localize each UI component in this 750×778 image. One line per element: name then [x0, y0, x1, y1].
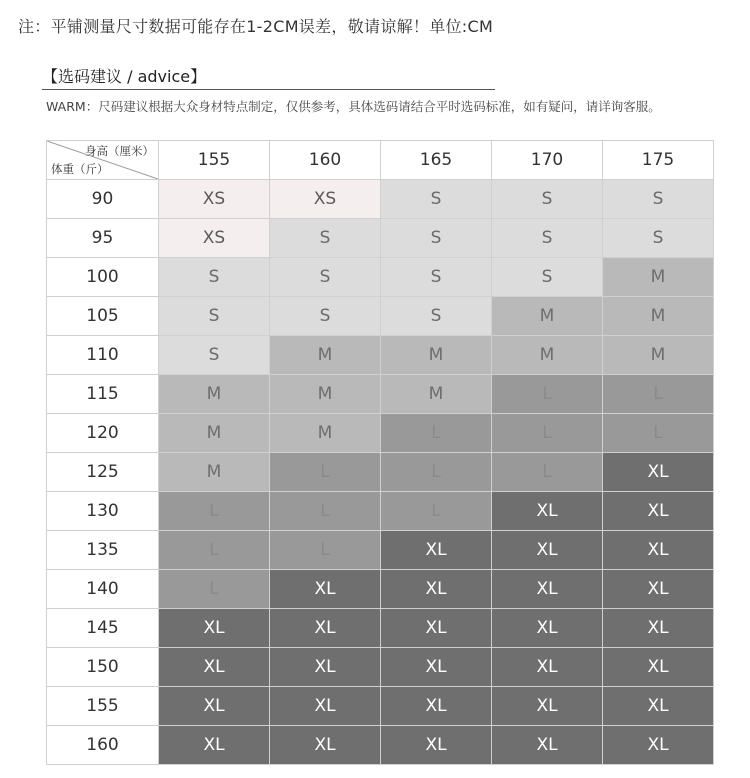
height-header-170: 170 — [492, 141, 603, 180]
weight-cell: 125 — [47, 453, 159, 492]
table-body — [47, 180, 714, 765]
size-cell: XL — [381, 609, 492, 648]
size-cell: XL — [603, 531, 714, 570]
weight-cell: 95 — [47, 219, 159, 258]
size-cell: S — [492, 219, 603, 258]
table-row — [47, 609, 714, 648]
size-cell: XL — [492, 609, 603, 648]
size-cell: L — [270, 531, 381, 570]
size-cell: S — [159, 336, 270, 375]
table-row — [47, 687, 714, 726]
size-cell: M — [270, 414, 381, 453]
weight-cell: 155 — [47, 687, 159, 726]
weight-cell: 135 — [47, 531, 159, 570]
size-cell: XL — [603, 453, 714, 492]
weight-cell: 140 — [47, 570, 159, 609]
size-cell: XL — [492, 726, 603, 765]
weight-cell: 115 — [47, 375, 159, 414]
size-cell: XL — [381, 531, 492, 570]
size-cell: XL — [381, 648, 492, 687]
table-row — [47, 453, 714, 492]
size-cell: M — [492, 297, 603, 336]
size-cell: XL — [603, 687, 714, 726]
size-cell: M — [159, 375, 270, 414]
size-cell: L — [270, 492, 381, 531]
weight-cell: 120 — [47, 414, 159, 453]
table-row — [47, 492, 714, 531]
size-cell: XL — [492, 570, 603, 609]
size-cell: S — [381, 180, 492, 219]
size-cell: S — [492, 258, 603, 297]
weight-cell: 130 — [47, 492, 159, 531]
size-cell: M — [603, 336, 714, 375]
weight-cell: 145 — [47, 609, 159, 648]
size-cell: L — [492, 453, 603, 492]
size-advice-table — [46, 140, 714, 765]
size-cell: L — [381, 492, 492, 531]
size-cell: S — [381, 219, 492, 258]
table-row — [47, 336, 714, 375]
size-cell: S — [603, 180, 714, 219]
table-row — [47, 531, 714, 570]
size-cell: XL — [492, 687, 603, 726]
size-cell: XL — [270, 648, 381, 687]
size-cell: XL — [159, 726, 270, 765]
size-cell: XS — [159, 180, 270, 219]
size-cell: XL — [492, 492, 603, 531]
size-cell: XL — [270, 687, 381, 726]
size-cell: S — [603, 219, 714, 258]
weight-cell: 100 — [47, 258, 159, 297]
weight-cell: 160 — [47, 726, 159, 765]
size-cell: S — [159, 297, 270, 336]
table-row — [47, 219, 714, 258]
size-cell: M — [603, 258, 714, 297]
weight-cell: 105 — [47, 297, 159, 336]
table-row — [47, 297, 714, 336]
size-cell: XL — [381, 570, 492, 609]
section-title: 【选码建议 / advice】 — [42, 67, 207, 86]
size-cell: S — [492, 180, 603, 219]
size-cell: L — [381, 414, 492, 453]
weight-cell: 90 — [47, 180, 159, 219]
weight-cell: 110 — [47, 336, 159, 375]
height-header-175: 175 — [603, 141, 714, 180]
size-cell: L — [492, 414, 603, 453]
size-cell: M — [492, 336, 603, 375]
size-cell: L — [159, 570, 270, 609]
height-axis-label: 身高（厘米） — [85, 144, 154, 158]
size-cell: XL — [603, 726, 714, 765]
title-divider — [42, 89, 495, 90]
size-cell: XL — [270, 570, 381, 609]
size-cell: XL — [381, 726, 492, 765]
table-row — [47, 180, 714, 219]
size-cell: M — [159, 414, 270, 453]
table-row — [47, 648, 714, 687]
weight-cell: 150 — [47, 648, 159, 687]
size-cell: M — [270, 336, 381, 375]
size-cell: XL — [492, 648, 603, 687]
size-cell: M — [381, 336, 492, 375]
size-cell: L — [603, 414, 714, 453]
size-cell: XL — [159, 687, 270, 726]
size-cell: M — [159, 453, 270, 492]
size-cell: S — [270, 219, 381, 258]
size-cell: L — [603, 375, 714, 414]
size-cell: XS — [159, 219, 270, 258]
size-cell: M — [603, 297, 714, 336]
size-cell: M — [381, 375, 492, 414]
table-row — [47, 570, 714, 609]
size-cell: L — [492, 375, 603, 414]
size-cell: XL — [270, 609, 381, 648]
table-row — [47, 726, 714, 765]
weight-axis-label: 体重（斤） — [51, 162, 109, 176]
table-row — [47, 414, 714, 453]
size-cell: XS — [270, 180, 381, 219]
size-cell: XL — [492, 531, 603, 570]
table-corner-cell — [47, 141, 159, 180]
size-cell: XL — [603, 492, 714, 531]
size-cell: M — [270, 375, 381, 414]
size-cell: XL — [159, 609, 270, 648]
height-header-155: 155 — [159, 141, 270, 180]
size-cell: XL — [159, 648, 270, 687]
size-cell: S — [159, 258, 270, 297]
size-cell: L — [270, 453, 381, 492]
table-header-row — [47, 141, 714, 180]
size-cell: S — [381, 258, 492, 297]
size-cell: XL — [603, 609, 714, 648]
size-cell: S — [270, 258, 381, 297]
height-header-160: 160 — [270, 141, 381, 180]
size-cell: XL — [603, 648, 714, 687]
warm-notice: WARM：尺码建议根据大众身材特点制定，仅供参考，具体选码请结合平时选码标准，如有疑问，请详询客服。 — [46, 99, 661, 114]
table-row — [47, 258, 714, 297]
size-cell: XL — [270, 726, 381, 765]
size-cell: XL — [381, 687, 492, 726]
measurement-note: 注：平铺测量尺寸数据可能存在1-2CM误差，敬请谅解！单位:CM — [18, 17, 494, 36]
table-row — [47, 375, 714, 414]
size-cell: S — [270, 297, 381, 336]
height-header-165: 165 — [381, 141, 492, 180]
size-cell: XL — [603, 570, 714, 609]
size-cell: L — [159, 531, 270, 570]
size-cell: S — [381, 297, 492, 336]
size-cell: L — [159, 492, 270, 531]
size-cell: L — [381, 453, 492, 492]
